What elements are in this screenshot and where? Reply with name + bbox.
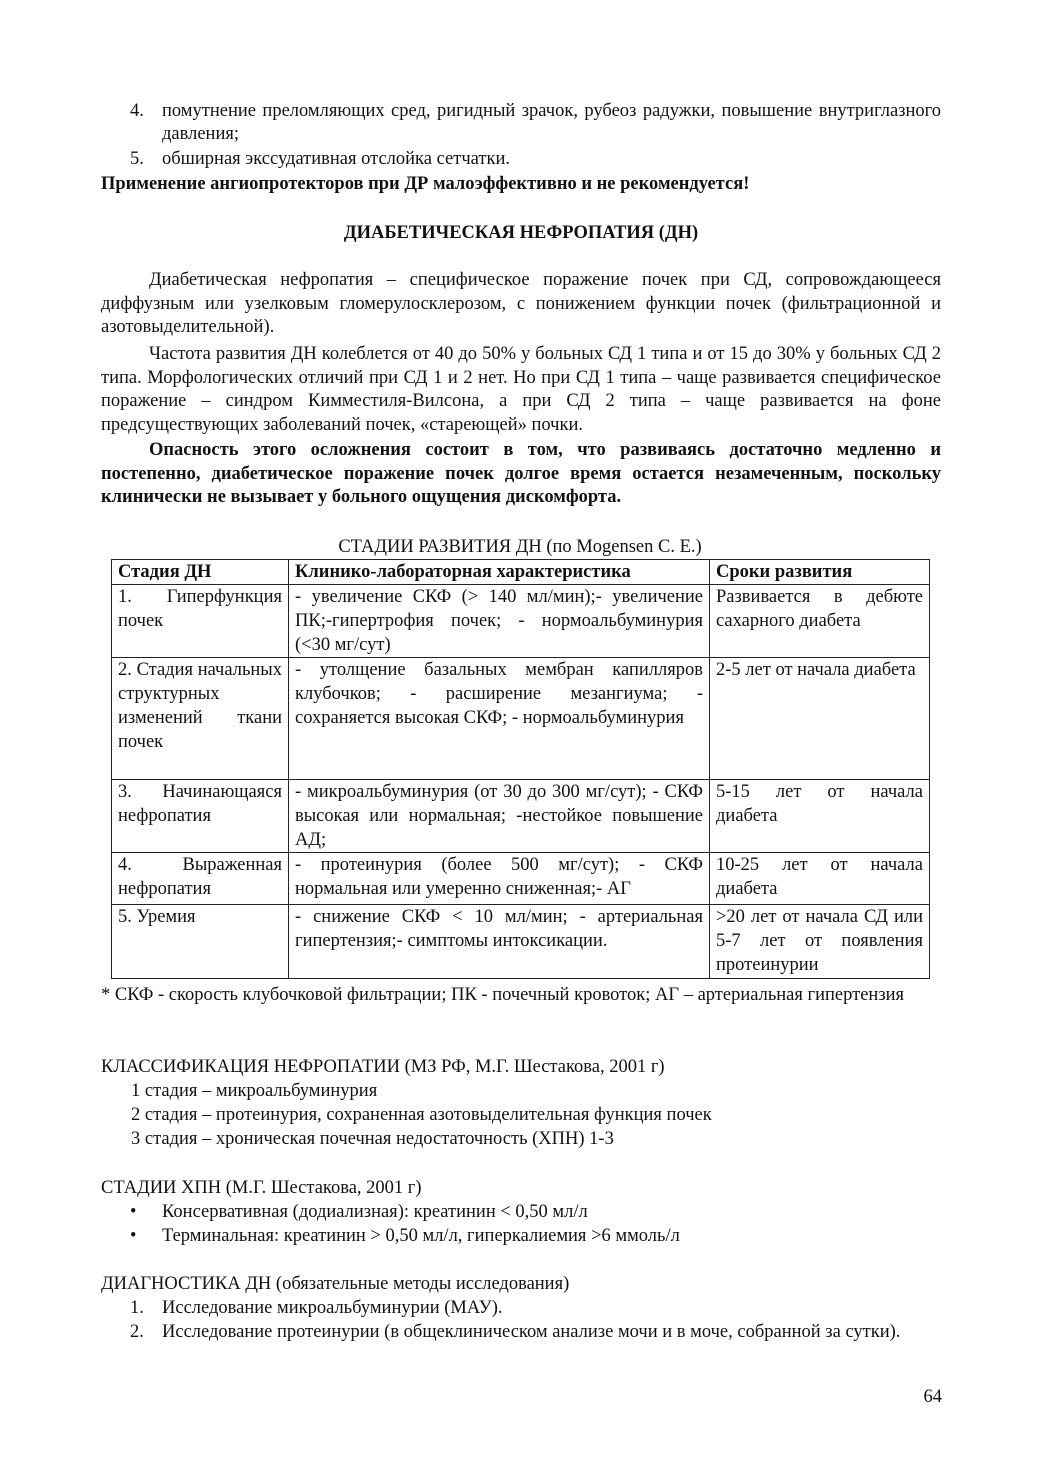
list-text: Исследование протеинурии (в общеклиническом анализе мочи и в моче, собранной за сутки). bbox=[162, 1322, 901, 1342]
table-title: СТАДИИ РАЗВИТИЯ ДН (по Mogensen C. E.) bbox=[338, 537, 702, 557]
table-row bbox=[112, 853, 930, 905]
paragraph: Диабетическая нефропатия – специфическое поражение почек при СД, сопровождающееся диффузным или узелковым гломерулосклерозом, с понижением функции почек (фильтрационной и азотовыделительной). bbox=[101, 270, 941, 338]
column-header: Сроки развития bbox=[710, 560, 930, 585]
table-cell: 3. Начинающаяся нефропатия bbox=[112, 780, 289, 853]
warning-text: Применение ангиопротекторов при ДР малоэффективно и не рекомендуется! bbox=[101, 174, 750, 194]
table-cell: 1. Гиперфункция почек bbox=[112, 585, 289, 658]
classification-item: 3 стадия – хроническая почечная недостаточность (ХПН) 1-3 bbox=[131, 1129, 614, 1149]
table-cell: 10-25 лет от начала диабета bbox=[710, 853, 930, 905]
table-row bbox=[112, 658, 930, 780]
list-text: Исследование микроальбуминурии (МАУ). bbox=[162, 1298, 503, 1318]
bold-paragraph: Опасность этого осложнения состоит в том, что развиваясь достаточно медленно и постепенно, диабетическое поражение почек долгое время остается незамеченным, поскольку клинически не вызывает у больного ощущения дискомфорта. bbox=[101, 440, 941, 508]
table-cell: 4. Выраженная нефропатия bbox=[112, 853, 289, 905]
list-item bbox=[130, 148, 941, 171]
table-cell: 5. Уремия bbox=[112, 905, 289, 979]
classification-item: 2 стадия – протеинурия, сохраненная азотовыделительная функция почек bbox=[131, 1105, 712, 1125]
bullet-text: Терминальная: креатинин > 0,50 мл/л, гиперкалиемия >6 ммоль/л bbox=[162, 1226, 680, 1246]
table-cell: - увеличение СКФ (> 140 мл/мин);- увеличение ПК;-гипертрофия почек; - нормоальбуминурия (<30 мг/сут) bbox=[289, 585, 710, 658]
table-cell: 2-5 лет от начала диабета bbox=[710, 658, 930, 780]
column-header: Стадия ДН bbox=[112, 560, 289, 585]
table-cell: 5-15 лет от начала диабета bbox=[710, 780, 930, 853]
classification-title: КЛАССИФИКАЦИЯ НЕФРОПАТИИ (МЗ РФ, М.Г. Шестакова, 2001 г) bbox=[101, 1057, 665, 1077]
table-row bbox=[112, 780, 930, 853]
list-number: 5. bbox=[130, 149, 144, 169]
table-cell: Развивается в дебюте сахарного диабета bbox=[710, 585, 930, 658]
list-item bbox=[130, 1297, 941, 1320]
paragraph: Частота развития ДН колеблется от 40 до 50% у больных СД 1 типа и от 15 до 30% у больных СД 2 типа. Морфологических отличий при СД 1 и 2 нет. Но при СД 1 типа – чаще развивается специфическое поражение – синдром Кимместиля-Вилсона, а при СД 2 типа – чаще развивается на фоне предсуществующих заболеваний почек, «стареющей» почки. bbox=[101, 344, 941, 436]
list-text: обширная экссудативная отслойка сетчатки. bbox=[162, 149, 510, 169]
table-row bbox=[112, 585, 930, 658]
classification-item: 1 стадия – микроальбуминурия bbox=[131, 1081, 378, 1101]
section-heading: ДИАБЕТИЧЕСКАЯ НЕФРОПАТИЯ (ДН) bbox=[343, 223, 699, 243]
bullet-item bbox=[130, 1200, 941, 1224]
list-number: 1. bbox=[130, 1298, 144, 1318]
table-cell: - протеинурия (более 500 мг/сут); - СКФ нормальная или умеренно сниженная;- АГ bbox=[289, 853, 710, 905]
bullet-icon: • bbox=[130, 1226, 137, 1246]
bullet-item bbox=[130, 1224, 941, 1248]
table-cell: - микроальбуминурия (от 30 до 300 мг/сут); - СКФ высокая или нормальная; -нестойкое повышение АД; bbox=[289, 780, 710, 853]
list-number: 2. bbox=[130, 1322, 144, 1342]
list-item bbox=[130, 100, 941, 146]
table-cell: - утолщение базальных мембран капилляров клубочков; - расширение мезангиума; - сохраняется высокая СКФ; - нормоальбуминурия bbox=[289, 658, 710, 780]
list-number: 4. bbox=[130, 101, 144, 121]
table-header-row bbox=[112, 560, 930, 585]
column-header: Клинико-лабораторная характеристика bbox=[289, 560, 710, 585]
page-number: 64 bbox=[923, 1387, 942, 1407]
stages-table bbox=[111, 559, 930, 979]
footnote: * СКФ - скорость клубочковой фильтрации; ПК - почечный кровоток; АГ – артериальная гипертензия bbox=[101, 985, 905, 1005]
list-item bbox=[130, 1321, 941, 1344]
chpn-title: СТАДИИ ХПН (М.Г. Шестакова, 2001 г) bbox=[101, 1178, 422, 1198]
table-cell: - снижение СКФ < 10 мл/мин; - артериальная гипертензия;- симптомы интоксикации. bbox=[289, 905, 710, 979]
diagnostics-title: ДИАГНОСТИКА ДН (обязательные методы исследования) bbox=[101, 1274, 570, 1294]
bullet-icon: • bbox=[130, 1202, 137, 1222]
table-cell: >20 лет от начала СД или 5-7 лет от появления протеинурии bbox=[710, 905, 930, 979]
list-text: помутнение преломляющих сред, ригидный зрачок, рубеоз радужки, повышение внутриглазного давления; bbox=[162, 101, 941, 144]
table-cell: 2. Стадия начальных структурных изменений ткани почек bbox=[112, 658, 289, 780]
bullet-text: Консервативная (додиализная): креатинин < 0,50 мл/л bbox=[162, 1202, 588, 1222]
table-row bbox=[112, 905, 930, 979]
